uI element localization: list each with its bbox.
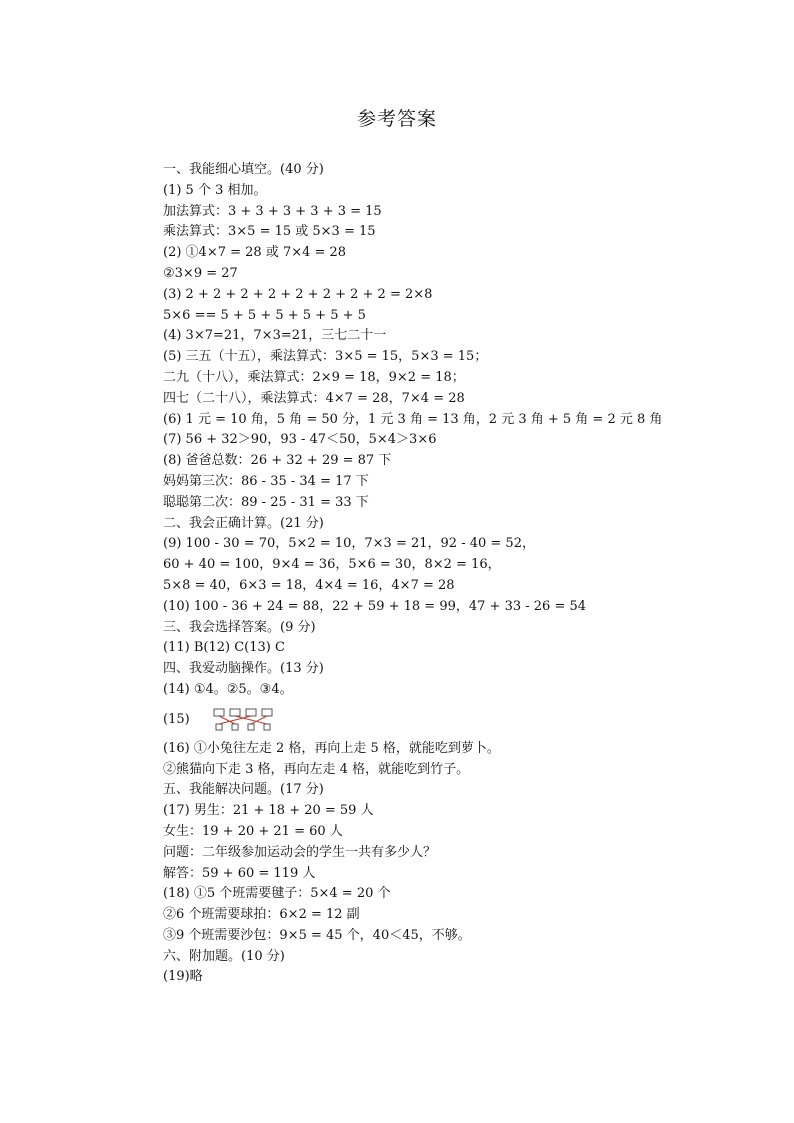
answer-line: (18) ①5 个班需要毽子：5×4 = 20 个 xyxy=(163,886,391,902)
answer-line: 5×8 = 40，6×3 = 18，4×4 = 16，4×7 = 28 xyxy=(163,577,455,593)
answer-line: ②6 个班需要球拍：6×2 = 12 副 xyxy=(163,907,360,923)
answer-line: (5) 三五（十五），乘法算式：3×5 = 15，5×3 = 15； xyxy=(163,349,488,365)
answer-line: 二九（十八），乘法算式：2×9 = 18，9×2 = 18； xyxy=(163,369,465,385)
answer-line: 解答：59 + 60 = 119 人 xyxy=(163,865,316,881)
answer-line: 四七（二十八），乘法算式：4×7 = 28，7×4 = 28 xyxy=(163,390,465,406)
answer-line: (3) 2 + 2 + 2 + 2 + 2 + 2 + 2 + 2 = 2×8 xyxy=(163,286,433,302)
answer-line: 问题：二年级参加运动会的学生一共有多少人？ xyxy=(163,844,437,860)
answer-line: (8) 爸爸总数：26 + 32 + 29 = 87 下 xyxy=(163,453,392,469)
answer-line: 乘法算式：3×5 = 15 或 5×3 = 15 xyxy=(163,224,376,240)
answer-line: (19)略 xyxy=(163,969,203,985)
section-heading-1: 一、我能细心填空。(40 分) xyxy=(163,162,324,177)
answer-list xyxy=(163,160,723,988)
answer-line: (1) 5 个 3 相加。 xyxy=(163,182,267,198)
answer-line-with-figure xyxy=(163,701,723,739)
answer-line: 60 + 40 = 100，9×4 = 36，5×6 = 30，8×2 = 16， xyxy=(163,557,501,573)
section-heading-4: 四、我爱动脑操作。(13 分) xyxy=(163,661,324,677)
answer-line: 加法算式：3 + 3 + 3 + 3 + 3 = 15 xyxy=(163,203,382,219)
section-heading-3: 三、我会选择答案。(9 分) xyxy=(163,619,316,635)
answer-line: (10) 100 - 36 + 24 = 88，22 + 59 + 18 = 99，47 + 33 - 26 = 54 xyxy=(163,598,587,614)
answer-line: (16) ①小兔往左走 2 格，再向上走 5 格，就能吃到萝卜。 xyxy=(163,740,500,756)
answer-line: (14) ①4。②5。③4。 xyxy=(163,681,293,697)
answer-line: (6) 1 元 = 10 角，5 角 = 50 分，1 元 3 角 = 13 角，2 元 3 角 + 5 角 = 2 元 8 角 xyxy=(163,411,663,427)
answer-line: 聪聪第二次：89 - 25 - 31 = 33 下 xyxy=(163,494,369,510)
page-title: 参考答案 xyxy=(356,108,437,130)
answer-line: (9) 100 - 30 = 70，5×2 = 10，7×3 = 21，92 - 40 = 52， xyxy=(163,536,535,552)
answer-line: 女生：19 + 20 + 21 = 60 人 xyxy=(163,823,343,839)
answer-line: ③9 个班需要沙包：9×5 = 45 个，40＜45，不够。 xyxy=(163,927,471,943)
section-heading-2: 二、我会正确计算。(21 分) xyxy=(163,515,324,531)
answer-line: ②熊猫向下走 3 格，再向左走 4 格，就能吃到竹子。 xyxy=(163,761,470,777)
answer-line: ②3×9 = 27 xyxy=(163,265,238,281)
answer-line: (17) 男生：21 + 18 + 20 = 59 人 xyxy=(163,803,374,819)
answer-line: 5×6 == 5 + 5 + 5 + 5 + 5 + 5 xyxy=(163,307,366,323)
answer-line: (7) 56 + 32＞90，93 - 47＜50，5×4＞3×6 xyxy=(163,432,437,448)
answer-line: (11) B(12) C(13) C xyxy=(163,640,285,656)
answer-line: (2) ①4×7 = 28 或 7×4 = 28 xyxy=(163,245,347,261)
answer-line: 妈妈第三次：86 - 35 - 34 = 17 下 xyxy=(163,473,369,489)
answer-label: (15) xyxy=(163,711,190,727)
answer-line: (4) 3×7=21，7×3=21，三七二十一 xyxy=(163,328,387,344)
section-heading-6: 六、附加题。(10 分) xyxy=(163,948,285,964)
matching-diagram-image xyxy=(212,707,276,733)
section-heading-5: 五、我能解决问题。(17 分) xyxy=(163,782,324,798)
